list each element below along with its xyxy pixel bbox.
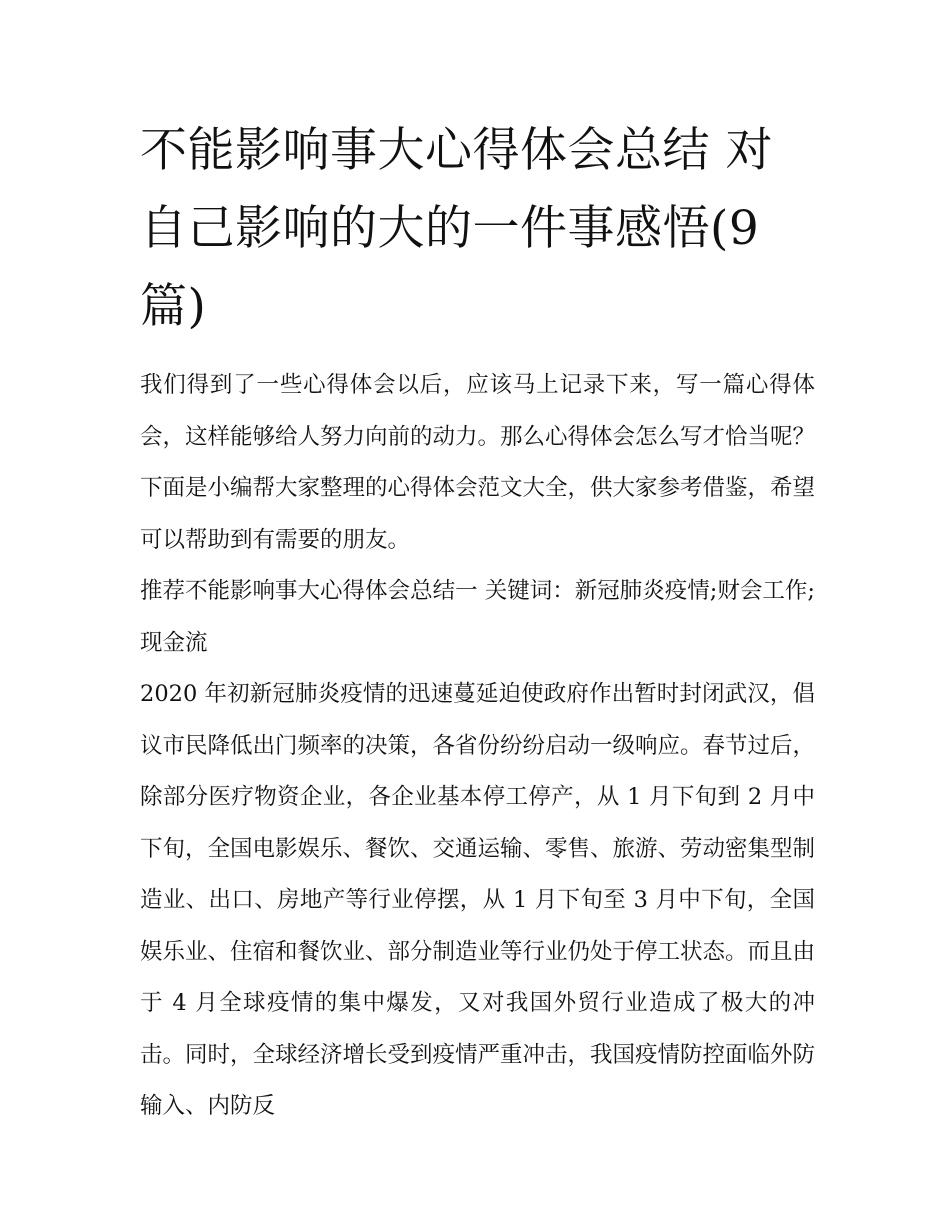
document-page <box>140 112 815 1133</box>
body-paragraph: 2020 年初新冠肺炎疫情的迅速蔓延迫使政府作出暂时封闭武汉，倡议市民降低出门频率的决策，各省份纷纷启动一级响应。春节过后，除部分医疗物资企业，各企业基本停工停产，从 1 月下旬到 2 月中下旬，全国电影娱乐、餐饮、交通运输、零售、旅游、劳动密集型制造业、出口、房地产等行业停摆，从 1 月下旬至 3 月中下旬，全国娱乐业、住宿和餐饮业、部分制造业等行业仍处于停工状态。而且由于 4 月全球疫情的集中爆发，又对我国外贸行业造成了极大的冲击。同时，全球经济增长受到疫情严重冲击，我国疫情防控面临外防输入、内防反 <box>140 681 816 1119</box>
document-title: 不能影响事大心得体会总结 对自己影响的大的一件事感悟(9篇) <box>140 123 773 334</box>
intro-paragraph: 我们得到了一些心得体会以后，应该马上记录下来，写一篇心得体会，这样能够给人努力向前的动力。那么心得体会怎么写才恰当呢？下面是小编帮大家整理的心得体会范文大全，供大家参考借鉴，希望可以帮助到有需要的朋友。 <box>140 372 816 553</box>
keywords-paragraph: 推荐不能影响事大心得体会总结一 关键词：新冠肺炎疫情;财会工作;现金流 <box>140 578 815 656</box>
